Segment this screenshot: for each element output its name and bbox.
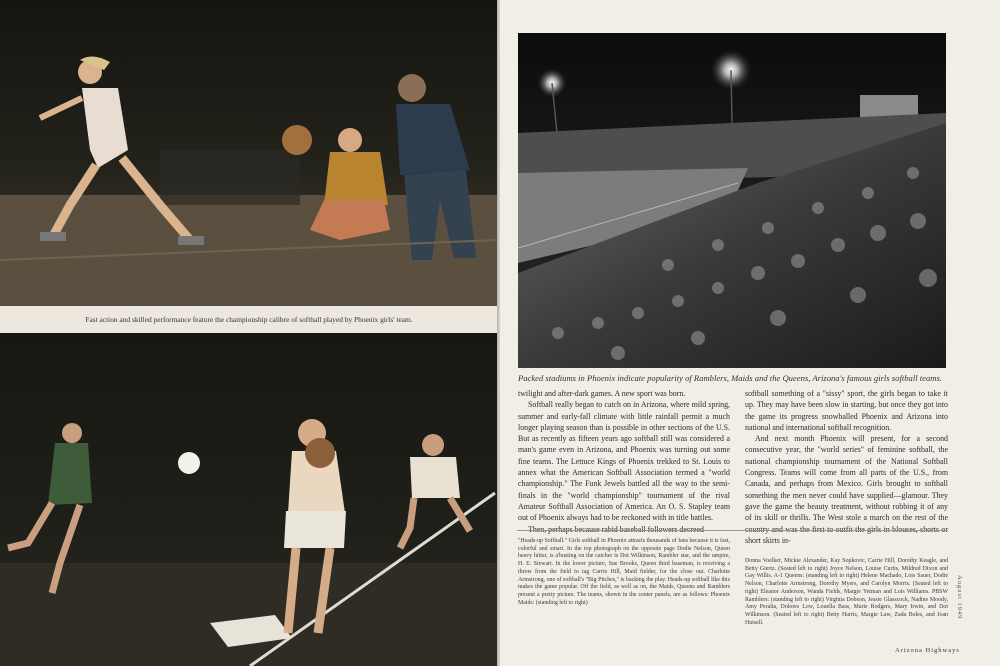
- bottom-photo-third-base: [0, 333, 498, 666]
- caption-divider: [517, 530, 948, 531]
- photo-credits-text: "Heads-up Softball." Girls softball in Phoenix attracts thousands of fans because it is fast, colorful and smart. In the top photograph on the opposite page Dodie Nelson, Queen heavy hitter, is a'busting on the catcher is Dot Wilkinson, Rambler star, and the umpire, H. E. Stewart. In the lower picture, Sue Brooks, Queen third baseman, is receiving a throw from the field to tag Carrie Hill, Maid fielder, for the close out. Charlotte Armstrong, one of softball's "Big Pitches," is backing the play. Heads-up softball like this makes the game popular. Off the field, as well as on, the Maids, Queens and Ramblers present a pretty picture. The teams, shown in the center panels, are as follows: Phoenix Maids: (standing left to right): [518, 538, 730, 606]
- issue-date: August 1949: [956, 575, 963, 620]
- photo-credits-column-2: [745, 558, 948, 627]
- article-paragraph: And next month Phoenix will present, for a second consecutive year, the "world series" of feminine softball, the national championship tournament of the National Softball Congress. Teams will come from all parts of the U.S., from Canada, and perhaps from Mexico. Girls brought to softball something the men never could have supplied—glamour. They gave the game the beauty treatment, without robbing it of any of its skill or thrills. The West stole a march on the rest of the short skirts in-: [745, 434, 948, 545]
- article-column-1: [518, 388, 730, 535]
- left-page: [0, 0, 498, 666]
- photo-credits-text: Donna Voelker, Mickie Alexander, Kay Sopkovic, Carrie Hill, Dorothy Keagle, and Betty Giertz. (Seated left to right) Joyce Nelson, Louise Curtis, Mildred Dixon and Gay Willis. A-1 Queens: (standing left to right) Helene Machado, Lois Sauer, Dodie Nelson, Charlotte Armstrong, Dorothy Myers, and Carolyn Morris. (Seated left to right) Eleanor Anderson, Wanda Fields, Margie Yetman and Lois Williams. PBSW Ramblers: (standing left to right) Virginia Dobson, Jessie Glasscock, Nadine Moody, Amy Peralta, Dolores Low, Louella Bass, Marie Rodgers, Mary Irwin, and Dot Wilkinson. (Seated left to right) Betty Harris, Margie Law, Zada Boles, and Joan Hutsell.: [745, 558, 948, 626]
- stadium-photo: [518, 33, 946, 368]
- article-paragraph: Softball really began to catch on in Arizona, where mild spring, summer and early-fall climate with little rainfall permit a much longer playing season than is possible in other sections of the U.S. But as recently as fifteen years ago softball still was considered a man's game even in Arizona, and Phoenix was turning out some fine teams. The Lettuce Kings of Phoenix trekked to St. Louis to annex what the American Softball Association termed a "world championship." The Funk Jewels battled all the way to the semi-finals in the "world championship" tournament of the rival Amateur Softball Association of America. An O. S. Stapley team out of Phoenix always had to be reckoned with in title battles.: [518, 400, 730, 523]
- top-photo-caption-text: Fast action and skilled performance feature the championship calibre of softball played by Phoenix girls' team.: [85, 315, 413, 324]
- article-paragraph: twilight and after-dark games. A new sport was born.: [518, 389, 686, 398]
- top-photo-home-plate: [0, 0, 498, 306]
- article-paragraph: softball something of a "sissy" sport, the girls began to take it up. They may have been slow in starting, but once they got into the game its progress snowballed Phoenix and Arizona into national and international softball recognition.: [745, 389, 948, 432]
- top-photo-caption: [0, 306, 498, 333]
- article-column-2: [745, 388, 948, 546]
- photo-credits-column-1: [518, 538, 730, 607]
- magazine-name: Arizona Highways: [895, 647, 960, 654]
- stadium-photo-caption: Packed stadiums in Phoenix indicate popularity of Ramblers, Maids and the Queens, Arizona's famous girls softball teams.: [518, 373, 942, 383]
